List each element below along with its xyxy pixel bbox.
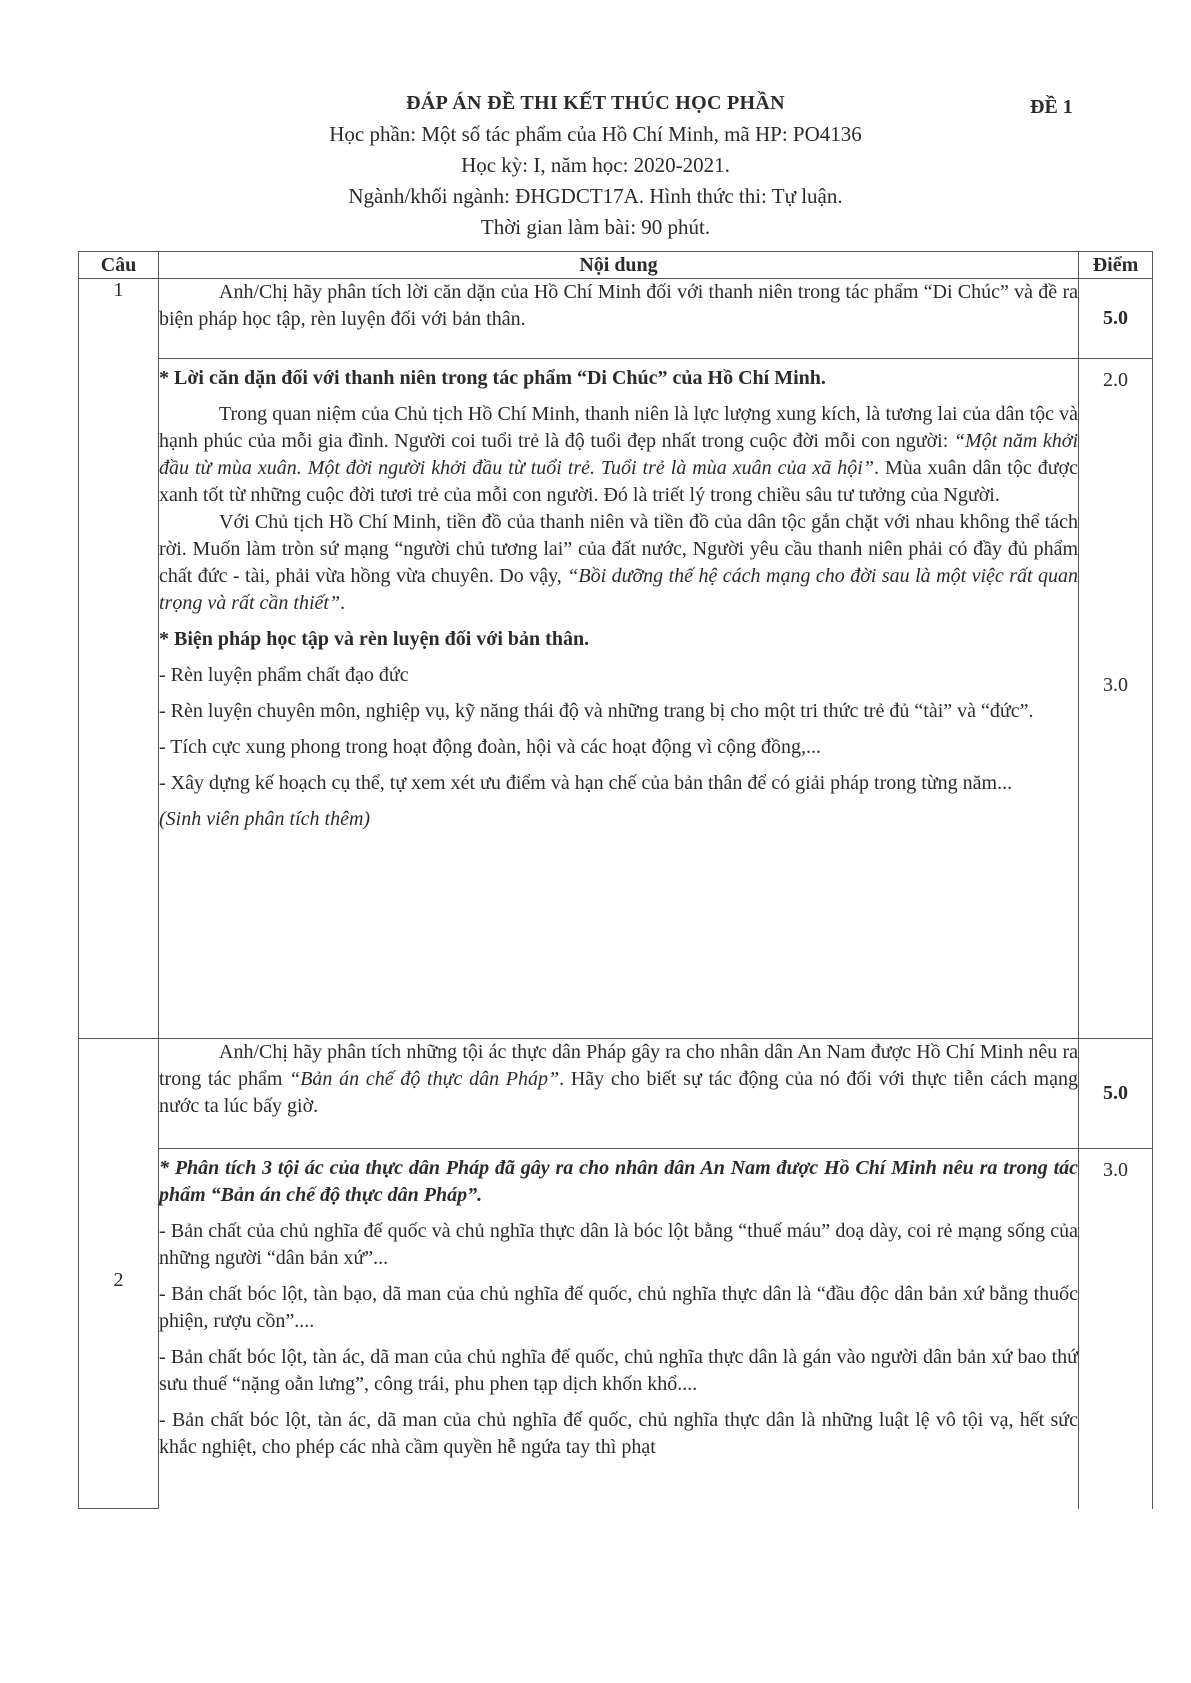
question-prompt [159, 1039, 1079, 1149]
paragraph-text: Với Chủ tịch Hồ Chí Minh, tiền đồ của thanh niên và tiền đồ của dân tộc gắn chặt với nhau không thể tách rời. Muốn làm tròn sứ mạng “người chủ tương lai” của đất nước, Người yêu cầu thanh niên phải có đầy đủ phẩm chất đức - tài, phải vừa hồng vừa chuyên. Do vậy, [159, 511, 1078, 587]
section-heading: * Lời căn dặn đối với thanh niên trong tác phẩm “Di Chúc” của Hồ Chí Minh. [159, 367, 826, 389]
list-item: - Xây dựng kế hoạch cụ thể, tự xem xét ưu điểm và hạn chế của bản thân để có giải pháp trong từng năm... [159, 772, 1013, 794]
answer-content [159, 359, 1079, 1039]
document-title: ĐÁP ÁN ĐỀ THI KẾT THÚC HỌC PHẦN [406, 92, 785, 114]
question-prompt-text [159, 1039, 1078, 1120]
section-heading: * Phân tích 3 tội ác của thực dân Pháp đã gây ra cho nhân dân An Nam được Hồ Chí Minh nêu ra trong tác phẩm “Bản án chế độ thực dân Pháp”. [159, 1157, 1078, 1206]
section-score: 3.0 [1103, 674, 1128, 696]
list-item: - Bản chất của chủ nghĩa đế quốc và chủ nghĩa thực dân là bóc lột bằng “thuế máu” doạ dày, coi rẻ mạng sống của những người “dân bản xứ”... [159, 1220, 1078, 1269]
major-line: Ngành/khối ngành: ĐHGDCT17A. Hình thức thi: Tự luận. [348, 184, 843, 208]
question-score [1079, 1039, 1153, 1149]
answer-scores [1079, 359, 1153, 1039]
section-score: 3.0 [1103, 1159, 1128, 1181]
document-header [0, 88, 1191, 243]
paragraph-text: Trong quan niệm của Chủ tịch Hồ Chí Minh, thanh niên là lực lượng xung kích, là tương lai của dân tộc và hạnh phúc của mỗi gia đình. Người coi tuổi trẻ là độ tuổi đẹp nhất trong cuộc đời mỗi con người: [159, 403, 1078, 452]
list-item: - Tích cực xung phong trong hoạt động đoàn, hội và các hoạt động vì cộng đồng,... [159, 736, 822, 758]
question-score-value: 5.0 [1103, 307, 1128, 329]
question-prompt-text: Anh/Chị hãy phân tích lời căn dặn của Hồ Chí Minh đối với thanh niên trong tác phẩm “Di Chúc” và đề ra biện pháp học tập, rèn luyện đối với bản thân. [159, 281, 1078, 330]
table-header-row [79, 252, 1153, 279]
list-item: - Bản chất bóc lột, tàn bạo, dã man của chủ nghĩa đế quốc, chủ nghĩa thực dân là “đầu độc dân bản xứ bằng thuốc phiện, rượu cồn”.... [159, 1283, 1078, 1332]
table-row [79, 1039, 1153, 1149]
question-score [1079, 279, 1153, 359]
question-prompt [159, 279, 1079, 359]
answer-scores [1079, 1149, 1153, 1509]
column-header-content: Nội dung [159, 252, 1079, 279]
answer-paragraph [159, 509, 1078, 617]
section-heading: * Biện pháp học tập và rèn luyện đối với bản thân. [159, 628, 590, 650]
column-header-score: Điểm [1079, 252, 1153, 279]
question-score-value: 5.0 [1103, 1082, 1128, 1104]
answer-note: (Sinh viên phân tích thêm) [159, 808, 371, 830]
column-header-question: Câu [79, 252, 159, 279]
answer-paragraph [159, 401, 1078, 509]
exam-code: ĐỀ 1 [1030, 96, 1073, 118]
answer-content [159, 1149, 1079, 1509]
table-row [79, 359, 1153, 1039]
list-item: - Bản chất bóc lột, tàn ác, dã man của chủ nghĩa đế quốc, chủ nghĩa thực dân là những luật lệ vô tội vạ, hết sức khắc nghiệt, cho phép các nhà cầm quyền hễ ngứa tay thì phạt [159, 1409, 1078, 1458]
prompt-text: Anh/Chị hãy phân tích những tội ác thực dân Pháp gây ra cho nhân dân An Nam được Hồ Chí Minh nêu ra trong tác phẩm [159, 1041, 1078, 1090]
prompt-work-title: “Bản án chế độ thực dân Pháp” [289, 1068, 560, 1090]
paragraph-quote: “Bồi dưỡng thế hệ cách mạng cho đời sau là một việc rất quan trọng và rất cần thiết” [159, 565, 1078, 614]
question-number: 1 [79, 279, 159, 1039]
prompt-text: . Hãy cho biết sự tác động của nó đối với thực tiễn cách mạng nước ta lúc bấy giờ. [159, 1068, 1078, 1117]
paragraph-text: . [340, 592, 346, 614]
paragraph-text: . Mùa xuân dân tộc được xanh tốt từ những cuộc đời tươi trẻ của mỗi con người. Đó là triết lý trong chiều sâu tư tưởng của Người. [159, 457, 1078, 506]
paragraph-quote: “Một năm khởi đầu từ mùa xuân. Một đời người khởi đầu từ tuổi trẻ. Tuổi trẻ là mùa xuân của xã hội” [159, 430, 1078, 479]
list-item: - Bản chất bóc lột, tàn ác, dã man của chủ nghĩa đế quốc, chủ nghĩa thực dân là gán vào người dân bản xứ bao thứ sưu thuế “nặng oằn lưng”, công trái, phu phen tạp dịch khốn khổ.... [159, 1346, 1078, 1395]
duration-line: Thời gian làm bài: 90 phút. [480, 215, 711, 239]
table-row [79, 1149, 1153, 1509]
answer-table [78, 251, 1153, 1509]
question-number: 2 [79, 1039, 159, 1509]
table-row [79, 279, 1153, 359]
course-line: Học phần: Một số tác phẩm của Hồ Chí Minh, mã HP: PO4136 [329, 122, 862, 146]
list-item: - Rèn luyện phẩm chất đạo đức [159, 664, 409, 686]
semester-line: Học kỳ: I, năm học: 2020-2021. [461, 153, 730, 177]
section-score: 2.0 [1103, 369, 1128, 391]
list-item: - Rèn luyện chuyên môn, nghiệp vụ, kỹ năng thái độ và những trang bị cho một tri thức trẻ đủ “tài” và “đức”. [159, 700, 1034, 722]
